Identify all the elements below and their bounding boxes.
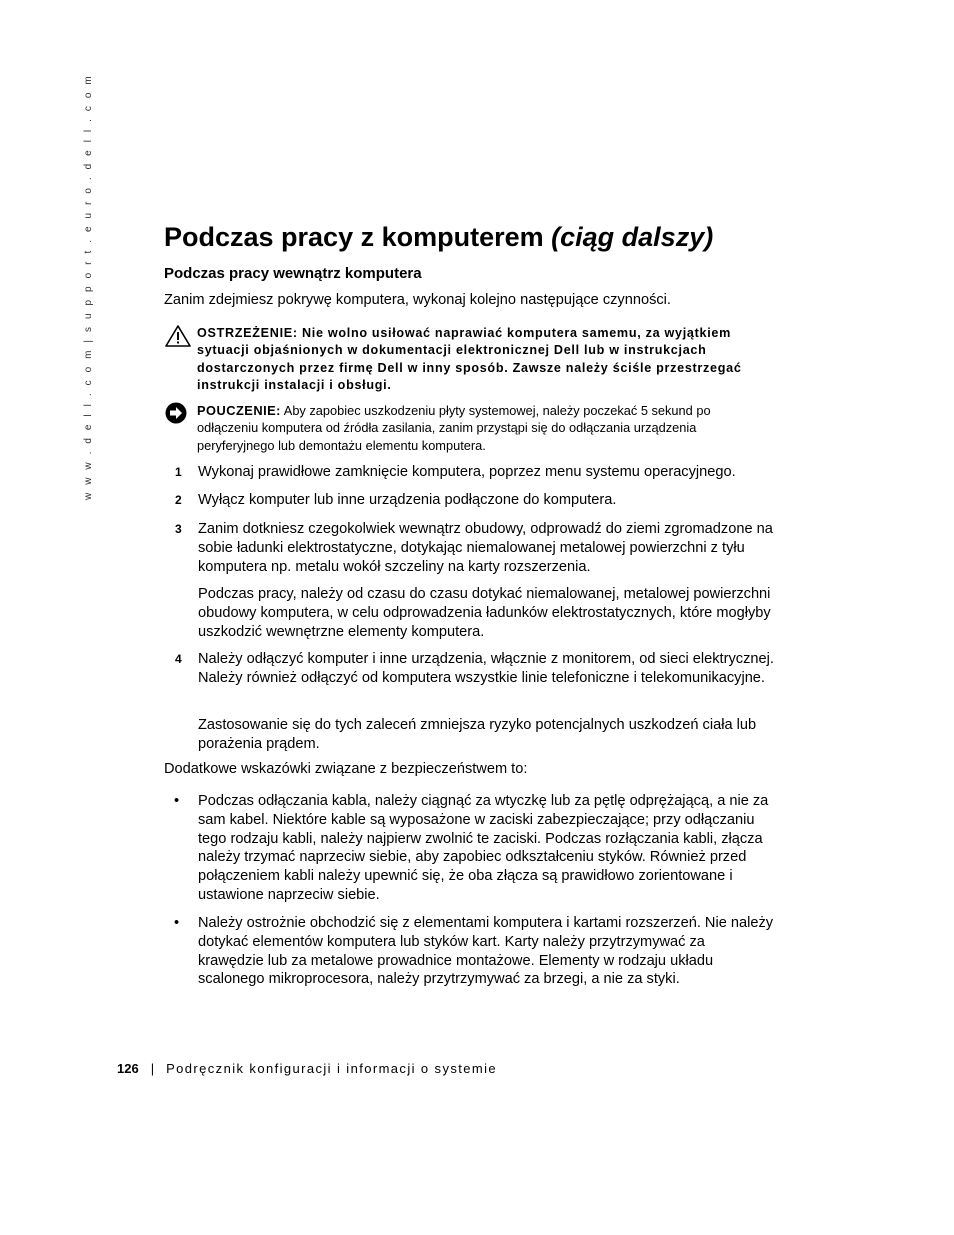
section-heading: Podczas pracy wewnątrz komputera [164, 265, 422, 282]
arrow-circle-icon [165, 402, 187, 424]
notice-label: POUCZENIE: [197, 403, 281, 418]
step-4 [175, 650, 775, 688]
warning-label: OSTRZEŻENIE: [197, 326, 298, 340]
bullet-marker: • [174, 915, 180, 931]
step-number: 3 [175, 522, 182, 536]
page-title [164, 222, 713, 253]
step-text: Wyłącz komputer lub inne urządzenia podłączone do komputera. [198, 492, 617, 508]
additional-intro: Dodatkowe wskazówki związane z bezpieczeństwem to: [164, 761, 528, 777]
step-1 [175, 463, 775, 482]
notice-text [197, 402, 775, 454]
intro-text: Zanim zdejmiesz pokrywę komputera, wykonaj kolejno następujące czynności. [164, 292, 671, 308]
step-text: Należy odłączyć komputer i inne urządzenia, włącznie z monitorem, od sieci elektrycznej. Należy również odłączyć od komputera wszystkie linie telefoniczne i telekomunikacyjne. [198, 651, 774, 686]
title-continued: (ciąg dalszy) [551, 222, 714, 252]
notice-block [165, 402, 775, 454]
list-item [174, 792, 774, 905]
list-item [174, 914, 774, 989]
step-number: 1 [175, 465, 182, 479]
step-3 [175, 520, 775, 576]
title-main: Podczas pracy z komputerem [164, 222, 544, 252]
step-text: Wykonaj prawidłowe zamknięcie komputera, poprzez menu systemu operacyjnego. [198, 464, 736, 480]
bullet-text: Należy ostrożnie obchodzić się z elementami komputera i kartami rozszerzeń. Nie należy dotykać elementów komputera lub styków kart. Karty należy przytrzymywać za krawędzie lub za metalowe prowadnice montażowe. Elementy w rodzaju układu scalonego mikroprocesora, należy przytrzymywać za brzegi, a nie za styki. [198, 915, 774, 988]
page-number: 126 [117, 1061, 139, 1076]
warning-triangle-icon [165, 325, 191, 347]
step-text: Zanim dotkniesz czegokolwiek wewnątrz obudowy, odprowadź do ziemi zgromadzone na sobie ładunki elektrostatyczne, dotykając niemalowanej metalowej powierzchni z tyłu komputera np. metalu wokół szczeliny na karty rozszerzenia. [198, 521, 773, 575]
step-4-followup: Zastosowanie się do tych zaleceń zmniejsza ryzyko potencjalnych uszkodzeń ciała lub porażenia prądem. [198, 717, 757, 752]
step-number: 2 [175, 493, 182, 507]
page-footer [117, 1061, 497, 1076]
warning-text [197, 325, 775, 394]
bullet-marker: • [174, 793, 180, 809]
step-2 [175, 491, 775, 510]
warning-block [165, 325, 775, 394]
step-number: 4 [175, 652, 182, 666]
bullet-text: Podczas odłączania kabla, należy ciągnąć za wtyczkę lub za pętlę odprężającą, a nie za sam kabel. Niektóre kable są wyposażone w zaciski zabezpieczające; przy odłączaniu tego rodzaju kabli, należy najpierw zwolnić te zaciski. Podczas rozłączania kabli, złącza należy trzymać naprzeciw siebie, aby zapobiec odkształceniu styków. Również przed połączeniem kabli należy upewnić się, że oba złącza są prawidłowo zorientowane i ustawione naprzeciw siebie. [198, 793, 769, 903]
notice-body: Aby zapobiec uszkodzeniu płyty systemowej, należy poczekać 5 sekund po odłączeniu komputera od źródła zasilania, zanim przystąpi się do odłączania urządzenia peryferyjnego lub demontażu elementu komputera. [197, 403, 711, 453]
footer-doc-title: Podręcznik konfiguracji i informacji o systemie [166, 1061, 498, 1076]
step-3-followup: Podczas pracy, należy od czasu do czasu dotykać niemalowanej, metalowej powierzchni obudowy komputera, w celu odprowadzenia ładunków elektrostatycznych, które mogłyby uszkodzić wewnętrzne elementy komputera. [198, 586, 771, 640]
warning-body: Nie wolno usiłować naprawiać komputera samemu, za wyjątkiem sytuacji objaśnionych w dokumentacji elektronicznej Dell lub w instrukcjach dostarczonych przez firmę Dell w inny sposób. Zawsze należy ściśle przestrzegać instrukcji instalacji i obsługi. [197, 326, 742, 392]
footer-separator: | [150, 1061, 155, 1076]
sidebar-url: w w w . d e l l . c o m | s u p p o r t . e u r o . d e l l . c o m [83, 73, 94, 500]
